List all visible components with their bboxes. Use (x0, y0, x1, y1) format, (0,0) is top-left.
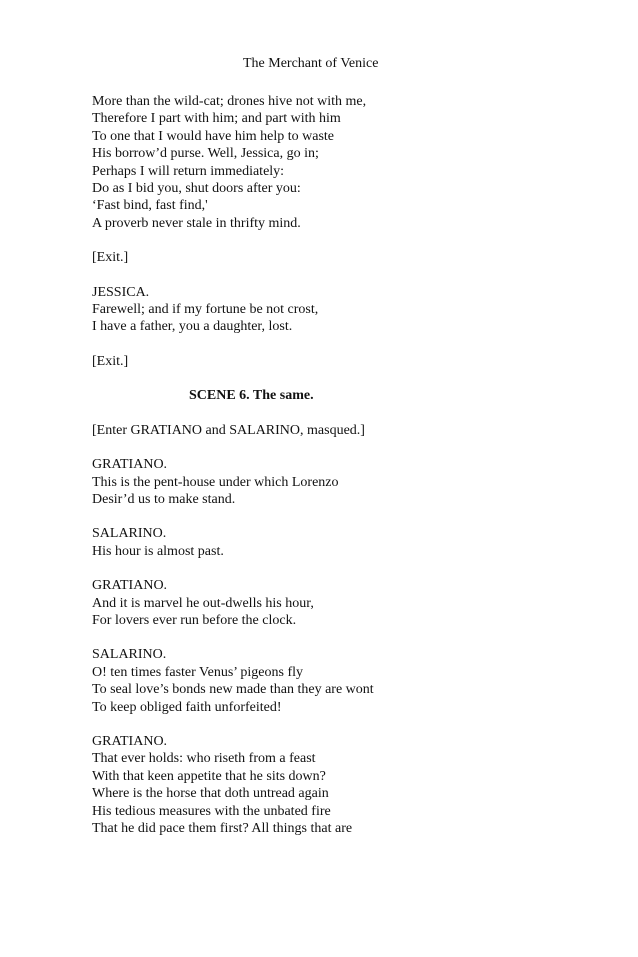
verse-line: Farewell; and if my fortune be not crost, (92, 302, 319, 318)
verse-line: More than the wild-cat; drones hive not with me, (92, 94, 367, 109)
verse-line: This is the pent-house under which Lorenzo (92, 474, 339, 490)
speaker-name: GRATIANO. (92, 733, 168, 749)
speaker-name: GRATIANO. (92, 578, 168, 594)
verse-line: To one that I would have him help to waste (92, 128, 335, 144)
play-text (92, 93, 612, 837)
running-head: The Merchant of Venice (243, 56, 379, 71)
verse-line: ‘Fast bind, fast find,' (92, 198, 208, 214)
verse-line: Do as I bid you, shut doors after you: (92, 181, 301, 197)
stage-direction-exit: [Exit.] (92, 250, 129, 266)
verse-line: That he did pace them first? All things that are (92, 821, 353, 836)
verse-line: His hour is almost past. (92, 543, 224, 559)
verse-line: Perhaps I will return immediately: (92, 163, 285, 179)
verse-line: That ever holds: who riseth from a feast (92, 751, 316, 767)
speech-gratiano (92, 577, 612, 629)
speaker-name: SALARINO. (92, 647, 167, 663)
stage-direction-exit: [Exit.] (92, 353, 129, 369)
speech-gratiano (92, 456, 612, 508)
speech-salarino (92, 525, 612, 560)
verse-line: Therefore I part with him; and part with him (92, 111, 341, 127)
verse-line: I have a father, you a daughter, lost. (92, 319, 293, 335)
passage-1 (92, 93, 612, 232)
verse-line: To keep obliged faith unforfeited! (92, 699, 282, 715)
verse-line: His tedious measures with the unbated fire (92, 803, 331, 819)
verse-line: His borrow’d purse. Well, Jessica, go in; (92, 146, 319, 162)
verse-line: Where is the horse that doth untread again (92, 786, 329, 802)
verse-line: With that keen appetite that he sits down? (92, 768, 326, 784)
stage-direction-enter: [Enter GRATIANO and SALARINO, masqued.] (92, 422, 365, 438)
verse-line: And it is marvel he out-dwells his hour, (92, 595, 314, 611)
verse-line: For lovers ever run before the clock. (92, 612, 297, 628)
speech-gratiano (92, 733, 612, 837)
scene-heading: SCENE 6. The same. (189, 388, 314, 404)
verse-line: To seal love’s bonds new made than they are wont (92, 682, 374, 698)
verse-line: A proverb never stale in thrifty mind. (92, 215, 301, 231)
speech-salarino (92, 646, 612, 716)
speech-jessica (92, 284, 612, 336)
speaker-name: SALARINO. (92, 526, 167, 542)
verse-line: Desir’d us to make stand. (92, 491, 236, 507)
speaker-name: JESSICA. (92, 284, 150, 300)
verse-line: O! ten times faster Venus’ pigeons fly (92, 664, 303, 680)
speaker-name: GRATIANO. (92, 457, 168, 473)
